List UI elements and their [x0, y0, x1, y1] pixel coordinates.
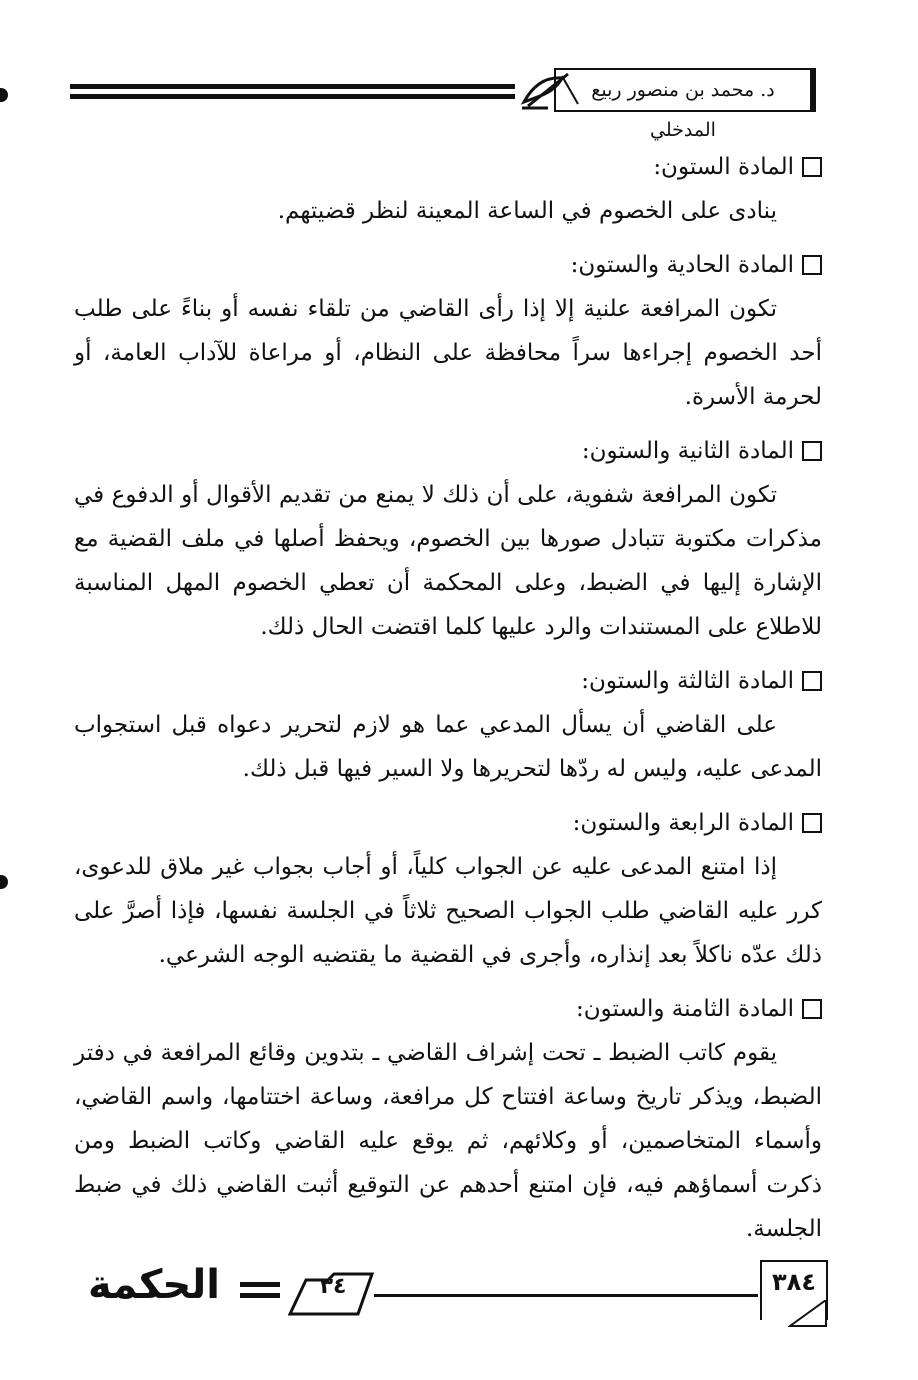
article	[74, 801, 822, 977]
article-text: على القاضي أن يسأل المدعي عما هو لازم لتحرير دعواه قبل استجواب المدعى عليه، وليس له ردّها لتحريرها ولا السير فيها قبل ذلك.	[74, 712, 822, 782]
article-heading	[74, 801, 822, 845]
author-name: د. محمد بن منصور ربيع المدخلي	[554, 68, 816, 112]
article-heading	[74, 429, 822, 473]
article	[74, 243, 822, 419]
article-title: المادة الثالثة والستون:	[581, 668, 794, 694]
page-header	[70, 58, 830, 141]
page-number: ٣٨٤	[760, 1260, 828, 1320]
checkbox-square-icon	[802, 441, 822, 461]
article-text: ينادى على الخصوم في الساعة المعينة لنظر قضيتهم.	[277, 198, 777, 224]
footer-rule	[374, 1294, 758, 1297]
article-heading	[74, 987, 822, 1031]
article-text: يقوم كاتب الضبط ـ تحت إشراف القاضي ـ بتدوين وقائع المرافعة في دفتر الضبط، ويذكر تاريخ وساعة افتتاح كل مرافعة، وساعة اختتامها، واسم القاضي، وأسماء المتخاصمين، أو وكلائهم، ثم يوقع عليه القاضي وكاتب الضبط ومن ذكرت أسماؤهم فيه، فإن امتنع أحدهم عن التوقيع أثبت القاضي ذلك في ضبط الجلسة.	[74, 1040, 822, 1242]
margin-mark	[0, 88, 8, 102]
article-heading	[74, 243, 822, 287]
article	[74, 987, 822, 1251]
article-heading	[74, 145, 822, 189]
checkbox-square-icon	[802, 157, 822, 177]
checkbox-square-icon	[802, 813, 822, 833]
article	[74, 429, 822, 649]
article-title: المادة الرابعة والستون:	[572, 810, 794, 836]
article	[74, 145, 822, 233]
articles-section	[74, 135, 822, 1251]
footer-double-rule	[240, 1282, 280, 1302]
article-title: المادة الستون:	[653, 154, 794, 180]
article-title: المادة الثانية والستون:	[581, 438, 794, 464]
article-text: تكون المرافعة شفوية، على أن ذلك لا يمنع من تقديم الأقوال أو الدفوع في مذكرات مكتوبة تتبادل صورها بين الخصوم، ويحفظ أصلها في ملف القضية مع الإشارة إليها في الضبط، وعلى المحكمة أن تعطي الخصوم المهل المناسبة للاطلاع على المستندات والرد عليها كلما اقتضت الحال ذلك.	[74, 482, 822, 640]
checkbox-square-icon	[802, 255, 822, 275]
article	[74, 659, 822, 791]
article-text: تكون المرافعة علنية إلا إذا رأى القاضي من تلقاء نفسه أو بناءً على طلب أحد الخصوم إجراءها سراً محافظة على النظام، أو مراعاة للآداب العامة، أو لحرمة الأسرة.	[74, 296, 822, 410]
article-text: إذا امتنع المدعى عليه عن الجواب كلياً، أو أجاب بجواب غير ملاق للدعوى، كرر عليه القاضي طلب الجواب الصحيح ثلاثاً في الجلسة نفسها، فإذا أصرَّ على ذلك عدّه ناكلاً بعد إنذاره، وأجرى في القضية ما يقتضيه الوجه الشرعي.	[74, 854, 822, 968]
article-title: المادة الحادية والستون:	[570, 252, 794, 278]
journal-logo: الحكمة	[88, 1262, 220, 1308]
issue-number: ٣٤	[319, 1274, 347, 1299]
checkbox-square-icon	[802, 999, 822, 1019]
header-rule	[70, 84, 515, 102]
margin-mark	[0, 875, 8, 889]
page-footer	[74, 1260, 834, 1332]
checkbox-square-icon	[802, 671, 822, 691]
article-title: المادة الثامنة والستون:	[575, 996, 794, 1022]
page-corner-fold-icon	[788, 1300, 828, 1328]
article-heading	[74, 659, 822, 703]
